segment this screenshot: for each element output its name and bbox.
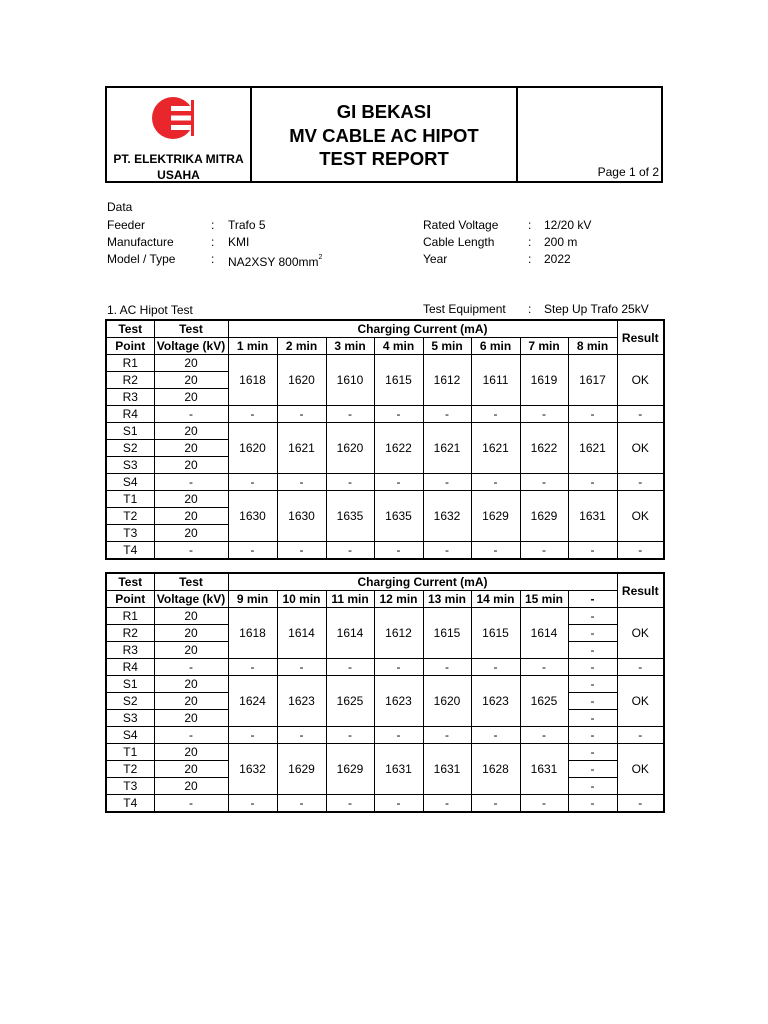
table-row [106, 355, 664, 372]
page-number: Page 1 of 2 [597, 165, 659, 179]
test-point-cell: S2 [106, 693, 154, 710]
dash-cell: - [374, 727, 423, 744]
dash-cell: - [423, 659, 471, 676]
section-label: Data [107, 200, 133, 214]
table-row [106, 659, 664, 676]
current-value-cell: 1618 [228, 355, 277, 406]
info-label: Cable Length [423, 235, 495, 249]
minute-header: 2 min [277, 338, 326, 355]
report-header [105, 86, 663, 183]
test-section-title: 1. AC Hipot Test [107, 303, 193, 317]
info-label: Feeder [107, 218, 146, 232]
dash-cell: - [374, 542, 423, 560]
current-value-cell: 1631 [568, 491, 617, 542]
table-row [106, 542, 664, 560]
current-value-cell: 1614 [326, 608, 374, 659]
dash-cell: - [423, 795, 471, 813]
title-cell [252, 88, 518, 181]
test-point-cell: R2 [106, 625, 154, 642]
current-value-cell: 1628 [471, 744, 520, 795]
page-cell [518, 88, 661, 181]
dash-cell: - [471, 795, 520, 813]
test-point-cell: R1 [106, 355, 154, 372]
test-point-cell: S4 [106, 727, 154, 744]
minute-header: 9 min [228, 591, 277, 608]
current-value-cell: 1629 [520, 491, 568, 542]
dash-cell: - [568, 693, 617, 710]
dash-cell: - [568, 727, 617, 744]
voltage-cell: 20 [154, 423, 228, 440]
voltage-cell: 20 [154, 642, 228, 659]
dash-cell: - [520, 727, 568, 744]
test-point-cell: S4 [106, 474, 154, 491]
table-row [106, 608, 664, 625]
current-value-cell: 1620 [423, 676, 471, 727]
voltage-cell: 20 [154, 778, 228, 795]
info-colon: : [211, 252, 215, 266]
minute-header: 3 min [326, 338, 374, 355]
dash-cell: - [568, 710, 617, 727]
test-point-cell: S2 [106, 440, 154, 457]
test-point-cell: T1 [106, 491, 154, 508]
voltage-cell: 20 [154, 440, 228, 457]
current-value-cell: 1620 [277, 355, 326, 406]
test-point-cell: T4 [106, 795, 154, 813]
dash-cell: - [228, 406, 277, 423]
title-line: GI BEKASI [336, 101, 432, 122]
voltage-cell: 20 [154, 744, 228, 761]
dash-cell: - [568, 642, 617, 659]
dash-cell: - [617, 474, 664, 491]
minute-header: 1 min [228, 338, 277, 355]
dash-cell: - [568, 474, 617, 491]
hipot-table-2 [105, 572, 665, 813]
result-cell: OK [617, 491, 664, 542]
dash-cell: - [326, 406, 374, 423]
test-point-header: Test [106, 320, 154, 338]
dash-cell: - [617, 659, 664, 676]
hipot-table-1 [105, 319, 665, 560]
current-value-cell: 1625 [326, 676, 374, 727]
title-line: TEST REPORT [319, 148, 449, 169]
table-row [106, 406, 664, 423]
dash-cell: - [520, 795, 568, 813]
dash-cell: - [154, 727, 228, 744]
company-cell [107, 88, 252, 181]
info-colon: : [528, 218, 532, 232]
company-name: PT. ELEKTRIKA MITRA USAHA [113, 152, 244, 182]
minute-header: 15 min [520, 591, 568, 608]
info-value: KMI [228, 235, 250, 249]
superscript: 2 [318, 254, 323, 261]
test-point-header: Test [106, 573, 154, 591]
dash-cell: - [374, 406, 423, 423]
dash-cell: - [326, 795, 374, 813]
dash-cell: - [568, 406, 617, 423]
voltage-cell: 20 [154, 457, 228, 474]
dash-cell: - [471, 542, 520, 560]
info-value: Trafo 5 [228, 218, 266, 232]
table-row [106, 474, 664, 491]
voltage-cell: 20 [154, 508, 228, 525]
current-value-cell: 1631 [374, 744, 423, 795]
dash-cell: - [568, 659, 617, 676]
dash-cell: - [154, 659, 228, 676]
voltage-cell: 20 [154, 625, 228, 642]
voltage-cell: 20 [154, 710, 228, 727]
dash-cell: - [374, 474, 423, 491]
info-section [107, 199, 667, 269]
table-row [106, 744, 664, 761]
current-value-cell: 1615 [471, 608, 520, 659]
dash-cell: - [326, 727, 374, 744]
current-value-cell: 1620 [326, 423, 374, 474]
test-voltage-header: Voltage (kV) [154, 591, 228, 608]
minute-header: 5 min [423, 338, 471, 355]
dash-cell: - [568, 761, 617, 778]
dash-cell: - [277, 406, 326, 423]
current-value-cell: 1625 [520, 676, 568, 727]
test-point-cell: R3 [106, 389, 154, 406]
dash-cell: - [423, 406, 471, 423]
dash-cell: - [228, 542, 277, 560]
voltage-cell: 20 [154, 355, 228, 372]
title-line: MV CABLE AC HIPOT [289, 124, 479, 146]
info-value: 2022 [544, 252, 571, 266]
equipment-label: Test Equipment [423, 302, 506, 316]
result-header: Result [617, 320, 664, 355]
current-value-cell: 1621 [423, 423, 471, 474]
result-header: Result [617, 573, 664, 608]
table-row [106, 795, 664, 813]
dash-cell: - [568, 795, 617, 813]
info-value: 200 m [544, 235, 578, 249]
test-point-cell: S1 [106, 676, 154, 693]
table-row [106, 423, 664, 440]
dash-cell: - [617, 795, 664, 813]
dash-cell: - [520, 542, 568, 560]
dash-cell: - [471, 474, 520, 491]
current-value-cell: 1618 [228, 608, 277, 659]
current-value-cell: 1623 [374, 676, 423, 727]
charging-current-header: Charging Current (mA) [228, 320, 617, 338]
result-cell: OK [617, 608, 664, 659]
dash-cell: - [568, 744, 617, 761]
current-value-cell: 1617 [568, 355, 617, 406]
test-point-cell: T3 [106, 525, 154, 542]
current-value-cell: 1615 [423, 608, 471, 659]
dash-cell: - [471, 406, 520, 423]
current-value-cell: 1629 [471, 491, 520, 542]
model-value: NA2XSY 800mm [228, 255, 319, 269]
dash-cell: - [471, 727, 520, 744]
company-logo-icon [151, 96, 201, 140]
test-point-cell: R4 [106, 406, 154, 423]
result-cell: OK [617, 423, 664, 474]
table-row [106, 676, 664, 693]
dash-cell: - [228, 727, 277, 744]
dash-cell: - [520, 474, 568, 491]
minute-header: 7 min [520, 338, 568, 355]
test-point-header: Point [106, 338, 154, 355]
dash-cell: - [326, 659, 374, 676]
current-value-cell: 1621 [568, 423, 617, 474]
current-value-cell: 1632 [423, 491, 471, 542]
test-point-cell: R1 [106, 608, 154, 625]
current-value-cell: 1623 [277, 676, 326, 727]
info-label: Rated Voltage [423, 218, 499, 232]
voltage-cell: 20 [154, 608, 228, 625]
voltage-cell: 20 [154, 389, 228, 406]
current-value-cell: 1611 [471, 355, 520, 406]
table-header-row [106, 573, 664, 591]
dash-cell: - [326, 542, 374, 560]
current-value-cell: 1619 [520, 355, 568, 406]
dash-cell: - [277, 474, 326, 491]
current-value-cell: 1630 [277, 491, 326, 542]
current-value-cell: 1629 [277, 744, 326, 795]
current-value-cell: 1623 [471, 676, 520, 727]
current-value-cell: 1630 [228, 491, 277, 542]
minute-header: 12 min [374, 591, 423, 608]
current-value-cell: 1629 [326, 744, 374, 795]
test-point-cell: T2 [106, 508, 154, 525]
current-value-cell: 1614 [520, 608, 568, 659]
info-value [228, 251, 322, 271]
result-cell: OK [617, 744, 664, 795]
test-point-header: Point [106, 591, 154, 608]
charging-current-header: Charging Current (mA) [228, 573, 617, 591]
test-point-cell: R3 [106, 642, 154, 659]
dash-cell: - [471, 659, 520, 676]
current-value-cell: 1622 [374, 423, 423, 474]
current-value-cell: 1615 [374, 355, 423, 406]
test-voltage-header: Test [154, 320, 228, 338]
minute-header: 14 min [471, 591, 520, 608]
dash-cell: - [423, 474, 471, 491]
current-value-cell: 1612 [374, 608, 423, 659]
dash-cell: - [568, 608, 617, 625]
current-value-cell: 1632 [228, 744, 277, 795]
test-point-cell: T4 [106, 542, 154, 560]
test-point-cell: T1 [106, 744, 154, 761]
info-label: Manufacture [107, 235, 174, 249]
test-voltage-header: Voltage (kV) [154, 338, 228, 355]
dash-cell: - [228, 474, 277, 491]
dash-cell: - [423, 542, 471, 560]
current-value-cell: 1635 [374, 491, 423, 542]
dash-cell: - [374, 795, 423, 813]
current-value-cell: 1631 [423, 744, 471, 795]
current-value-cell: 1631 [520, 744, 568, 795]
minute-header: 8 min [568, 338, 617, 355]
dash-cell: - [617, 727, 664, 744]
test-point-cell: S3 [106, 457, 154, 474]
dash-cell: - [568, 778, 617, 795]
info-label: Year [423, 252, 448, 266]
test-voltage-header: Test [154, 573, 228, 591]
test-point-cell: S1 [106, 423, 154, 440]
equipment-colon: : [528, 302, 532, 316]
info-colon: : [528, 235, 532, 249]
current-value-cell: 1635 [326, 491, 374, 542]
dash-cell: - [374, 659, 423, 676]
current-value-cell: 1621 [471, 423, 520, 474]
current-value-cell: 1610 [326, 355, 374, 406]
dash-cell: - [568, 676, 617, 693]
dash-cell: - [277, 659, 326, 676]
minute-header: 10 min [277, 591, 326, 608]
minute-header: 4 min [374, 338, 423, 355]
current-value-cell: 1624 [228, 676, 277, 727]
current-value-cell: 1622 [520, 423, 568, 474]
current-value-cell: 1612 [423, 355, 471, 406]
test-point-cell: S3 [106, 710, 154, 727]
dash-cell: - [326, 474, 374, 491]
info-colon: : [528, 252, 532, 266]
test-point-cell: R2 [106, 372, 154, 389]
voltage-cell: 20 [154, 491, 228, 508]
test-point-cell: R4 [106, 659, 154, 676]
dash-cell: - [277, 727, 326, 744]
dash-cell: - [617, 542, 664, 560]
info-colon: : [211, 218, 215, 232]
dash-cell: - [277, 542, 326, 560]
current-value-cell: 1614 [277, 608, 326, 659]
dash-cell: - [154, 406, 228, 423]
dash-cell: - [154, 542, 228, 560]
dash-cell: - [154, 795, 228, 813]
minute-header: - [568, 591, 617, 608]
voltage-cell: 20 [154, 525, 228, 542]
current-value-cell: 1621 [277, 423, 326, 474]
equipment-value: Step Up Trafo 25kV [544, 302, 649, 316]
table-header-row [106, 320, 664, 338]
voltage-cell: 20 [154, 676, 228, 693]
dash-cell: - [277, 795, 326, 813]
test-point-cell: T3 [106, 778, 154, 795]
report-title [252, 100, 516, 171]
voltage-cell: 20 [154, 693, 228, 710]
dash-cell: - [568, 625, 617, 642]
table-row [106, 491, 664, 508]
voltage-cell: 20 [154, 372, 228, 389]
minute-header: 6 min [471, 338, 520, 355]
info-label: Model / Type [107, 252, 176, 266]
dash-cell: - [617, 406, 664, 423]
result-cell: OK [617, 676, 664, 727]
table-header-row [106, 338, 664, 355]
dash-cell: - [154, 474, 228, 491]
result-cell: OK [617, 355, 664, 406]
test-point-cell: T2 [106, 761, 154, 778]
dash-cell: - [228, 659, 277, 676]
dash-cell: - [568, 542, 617, 560]
dash-cell: - [520, 659, 568, 676]
table-header-row [106, 591, 664, 608]
current-value-cell: 1620 [228, 423, 277, 474]
dash-cell: - [423, 727, 471, 744]
table-row [106, 727, 664, 744]
info-value: 12/20 kV [544, 218, 592, 232]
dash-cell: - [520, 406, 568, 423]
minute-header: 11 min [326, 591, 374, 608]
info-colon: : [211, 235, 215, 249]
dash-cell: - [228, 795, 277, 813]
voltage-cell: 20 [154, 761, 228, 778]
minute-header: 13 min [423, 591, 471, 608]
